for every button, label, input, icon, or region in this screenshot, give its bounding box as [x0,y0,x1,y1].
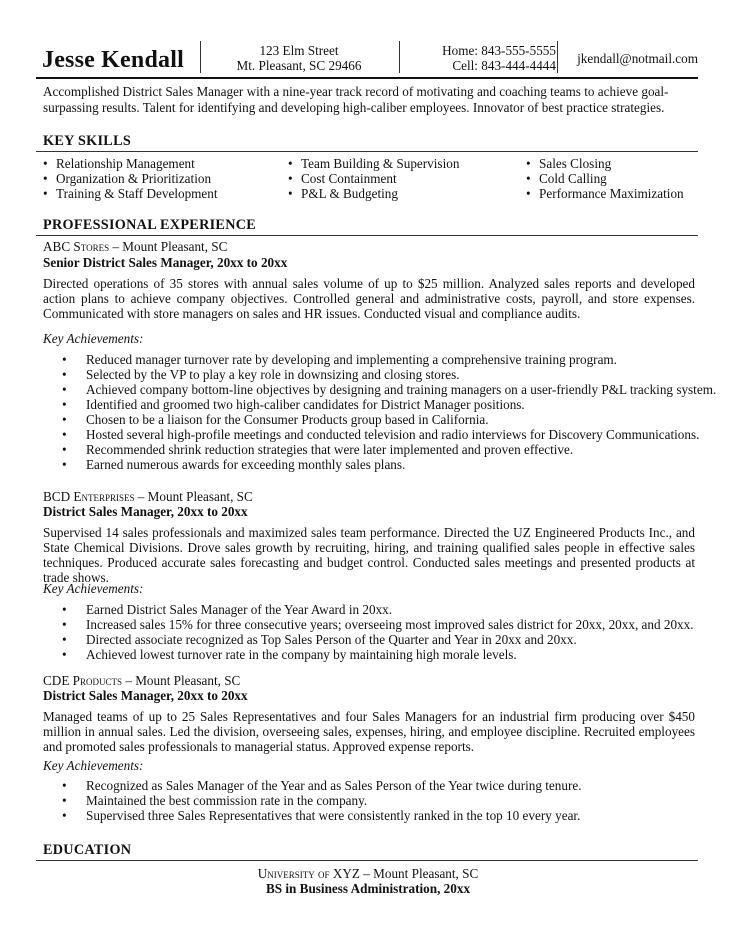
bullet-icon: • [288,156,293,171]
experience-heading: PROFESSIONAL EXPERIENCE [43,217,257,233]
company-location: – Mount Pleasant, SC [134,489,253,504]
list-item: • Recommended shrink reduction strategies that were later implemented and proven effective. [62,442,574,457]
company-name: CDE Products [43,673,123,688]
list-item: • Earned numerous awards for exceeding monthly sales plans. [62,457,406,472]
phone-block [400,43,556,73]
bullet-icon: • [43,156,48,171]
company-name: BCD Enterprises [43,489,135,504]
bullet-icon: • [526,171,531,186]
bullet-icon: • [288,171,293,186]
skills-column-2 [288,156,459,201]
bullet-icon: • [62,427,67,442]
list-item: • Identified and groomed two high-caliber candidates for District Manager positions. [62,397,525,412]
address-line-2: Mt. Pleasant, SC 29466 [236,58,362,73]
list-item: • Achieved company bottom-line objectives by designing and training managers on a user-friendly P&L tracking system. [62,382,717,397]
bullet-icon: • [62,647,67,662]
bullet-icon: • [62,632,67,647]
skill-item: • Cost Containment [288,171,397,186]
bullet-icon: • [62,397,67,412]
address-block [200,43,398,73]
bullet-icon: • [43,186,48,201]
bullet-icon: • [62,442,67,457]
school-line [0,866,736,882]
skill-item: • Relationship Management [43,156,195,171]
bullet-icon: • [62,617,67,632]
list-item: • Selected by the VP to play a key role in downsizing and closing stores. [62,367,460,382]
home-phone: Home: 843-555-5555 [442,43,556,58]
job-description: Directed operations of 35 stores with annual sales volume of up to $25 million. Analyzed sales reports and developed action plans to achieve company objectives. Controlled general and administrative costs, payroll, and store expenses. Communicated with store managers on sales and HR issues. Conducted visual and compliance audits. [43,276,695,321]
bullet-icon: • [62,457,67,472]
bullet-icon: • [526,186,531,201]
summary-paragraph: Accomplished District Sales Manager with a nine-year track record of motivating and coaching teams to achieve goal-surpassing results. Talent for identifying and developing high-caliber employees. Innovator of best practice strategies. [43,84,669,115]
bullet-icon: • [62,412,67,427]
list-item: • Achieved lowest turnover rate in the company by maintaining high morale levels. [62,647,517,662]
skill-item: • Training & Staff Development [43,186,218,201]
bullet-icon: • [43,171,48,186]
skill-item: • Performance Maximization [526,186,684,201]
job-description: Supervised 14 sales professionals and maximized sales team performance. Directed the UZ Engineered Products Inc., and State Chemical Divisions. Drove sales growth by recruiting, hiring, and training qualified sales people in effective sales techniques. Produced accurate sales forecasting and budget control. Conducted sales meetings and presented products at trade shows. [43,525,695,585]
achievements-list [62,602,694,662]
job-description: Managed teams of up to 25 Sales Representatives and four Sales Managers for an industrial firm producing over $450 million in annual sales. Led the division, overseeing sales, expenses, hiring, and employee discipline. Recruited employees and promoted sales professionals to managerial status. Approved expense reports. [43,709,695,754]
company-line [43,673,240,689]
company-name: ABC Stores [43,239,110,254]
section-rule [36,235,698,236]
key-achievements-label: Key Achievements: [43,581,144,596]
cell-phone: Cell: 843-444-4444 [452,58,556,73]
skills-column-1 [43,156,218,201]
skill-item: • Organization & Prioritization [43,171,212,186]
list-item: • Recognized as Sales Manager of the Year and as Sales Person of the Year twice during tenure. [62,778,582,793]
list-item: • Earned District Sales Manager of the Year Award in 20xx. [62,602,393,617]
bullet-icon: • [288,186,293,201]
bullet-icon: • [62,778,67,793]
skill-item: • Team Building & Supervision [288,156,460,171]
list-item: • Reduced manager turnover rate by developing and implementing a comprehensive training program. [62,352,617,367]
job-title: District Sales Manager, 20xx to 20xx [43,688,248,703]
list-item: • Hosted several high-profile meetings and conducted television and radio interviews for Discovery Communications. [62,427,700,442]
section-rule [36,151,698,152]
resume-header [36,41,698,79]
list-item: • Maintained the best commission rate in the company. [62,793,368,808]
key-achievements-label: Key Achievements: [43,331,144,346]
bullet-icon: • [62,352,67,367]
achievements-list [62,778,582,823]
bullet-icon: • [62,808,67,823]
skill-item: • Sales Closing [526,156,612,171]
list-item: • Supervised three Sales Representatives that were consistently ranked in the top 10 every year. [62,808,581,823]
bullet-icon: • [62,367,67,382]
school-location: – Mount Pleasant, SC [359,866,479,881]
company-line [43,239,227,255]
school-name: University of XYZ [257,866,360,881]
bullet-icon: • [62,793,67,808]
email-address[interactable]: jkendall@notmail.com [577,51,698,66]
key-skills-heading: KEY SKILLS [43,133,132,149]
section-rule [36,860,698,861]
bullet-icon: • [62,602,67,617]
skills-column-3 [526,156,684,201]
company-location: – Mount Pleasant, SC [122,673,241,688]
company-line [43,489,253,505]
company-location: – Mount Pleasant, SC [109,239,228,254]
job-title: Senior District Sales Manager, 20xx to 20xx [43,255,288,270]
candidate-name: Jesse Kendall [42,47,184,73]
education-heading: EDUCATION [43,842,132,858]
achievements-list [62,352,716,472]
skill-item: • P&L & Budgeting [288,186,398,201]
bullet-icon: • [62,382,67,397]
degree: BS in Business Administration, 20xx [265,881,471,896]
skill-item: • Cold Calling [526,171,607,186]
bullet-icon: • [526,156,531,171]
list-item: • Increased sales 15% for three consecutive years; overseeing most improved sales district for 20xx, 20xx, and 20xx. [62,617,694,632]
job-title: District Sales Manager, 20xx to 20xx [43,504,248,519]
list-item: • Chosen to be a liaison for the Consumer Products group based in California. [62,412,489,427]
list-item: • Directed associate recognized as Top Sales Person of the Quarter and Year in 20xx and 20xx. [62,632,577,647]
key-achievements-label: Key Achievements: [43,758,144,773]
address-line-1: 123 Elm Street [259,43,339,58]
